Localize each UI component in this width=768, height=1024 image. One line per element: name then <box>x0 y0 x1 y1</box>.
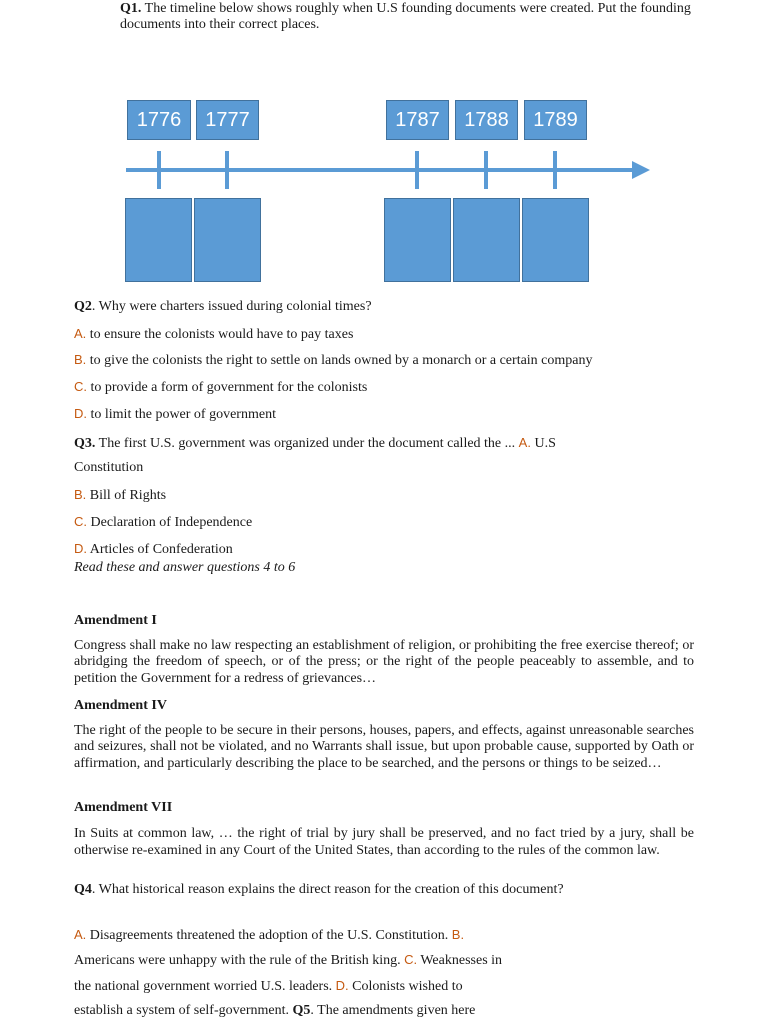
option-text: Disagreements threatened the adoption of the U.S. Constitution. <box>89 928 449 943</box>
amendment-text: The right of the people to be secure in their persons, houses, papers, and effects, against unreasonable searches and seizures, shall not be violated, and no Warrants shall issue, but upon probable cause, supported by Oath or affirmation, and particularly describing the place to be searched, and the persons or things to be seized… <box>74 723 694 771</box>
timeline-year-box: 1787 <box>386 100 449 140</box>
question-2-option[interactable] <box>74 326 353 343</box>
option-text: establish a system of self-government. <box>74 1003 290 1018</box>
option-letter: C. <box>404 952 418 967</box>
option-letter: A. <box>518 435 531 450</box>
amendment-title: Amendment VII <box>74 800 173 815</box>
question-3-option[interactable] <box>74 487 166 504</box>
option-letter: B. <box>74 487 87 502</box>
question-3-option[interactable] <box>74 541 233 558</box>
question-2-option[interactable] <box>74 352 593 369</box>
option-letter: D. <box>335 978 349 993</box>
timeline-answer-slot[interactable] <box>453 198 520 282</box>
question-5-number: Q5 <box>292 1003 311 1018</box>
question-3-option[interactable] <box>74 514 252 531</box>
option-text: Declaration of Independence <box>90 515 253 530</box>
option-letter: A. <box>74 326 87 341</box>
question-3-number: Q3. <box>74 436 96 451</box>
option-letter: D. <box>74 541 87 556</box>
option-text: Americans were unhappy with the rule of the British king. <box>74 953 401 968</box>
question-2-option[interactable] <box>74 406 276 423</box>
question-4-options-line[interactable] <box>74 952 502 969</box>
amendment-title: Amendment IV <box>74 698 167 713</box>
timeline-year-box: 1776 <box>127 100 191 140</box>
option-text: Bill of Rights <box>89 488 167 503</box>
option-letter: C. <box>74 514 87 529</box>
option-text: Colonists wished to <box>352 979 463 994</box>
option-text[interactable]: U.S <box>534 436 556 451</box>
question-5-text: . The amendments given here <box>310 1003 476 1018</box>
option-text: to ensure the colonists would have to pay taxes <box>89 327 354 342</box>
question-3 <box>74 435 556 452</box>
option-letter: B. <box>74 352 87 367</box>
question-4-options-line[interactable] <box>74 927 464 944</box>
question-4-number: Q4 <box>74 882 92 897</box>
question-2-text: . Why were charters issued during colonial times? <box>91 299 372 314</box>
amendment-text: Congress shall make no law respecting an establishment of religion, or prohibiting the free exercise thereof; or abridging the freedom of speech, or of the press; or the right of the people peaceably to assemble, and to petition the Government for a redress of grievances… <box>74 638 694 686</box>
option-letter: B. <box>451 927 465 942</box>
timeline-year-box: 1777 <box>196 100 259 140</box>
option-text: the national government worried U.S. leaders. <box>74 979 333 994</box>
question-4-text: . What historical reason explains the direct reason for the creation of this document? <box>91 882 564 897</box>
option-letter: C. <box>74 379 87 394</box>
question-2-option[interactable] <box>74 379 367 396</box>
option-text: to limit the power of government <box>90 407 276 422</box>
question-4-options-line[interactable] <box>74 1003 475 1019</box>
amendment-title: Amendment I <box>74 613 157 628</box>
option-text: Weaknesses in <box>420 953 503 968</box>
option-text: to give the colonists the right to settle on lands owned by a monarch or a certain company <box>89 353 593 368</box>
timeline-answer-slot[interactable] <box>194 198 261 282</box>
option-letter: D. <box>74 406 87 421</box>
timeline-year-box: 1788 <box>455 100 518 140</box>
option-text: Constitution <box>74 460 144 475</box>
option-text: Articles of Confederation <box>89 542 233 557</box>
question-1-number: Q1. <box>120 1 142 16</box>
question-2-number: Q2 <box>74 299 92 314</box>
timeline-answer-slot[interactable] <box>384 198 451 282</box>
question-3-text: The first U.S. government was organized under the document called the ... <box>98 436 516 451</box>
amendment-text: In Suits at common law, … the right of trial by jury shall be preserved, and no fact tried by a jury, shall be otherwise re-examined in any Court of the United States, than according to the rules of the common law. <box>74 826 694 858</box>
question-1-text: The timeline below shows roughly when U.S founding documents were created. Put the founding documents into their correct places. <box>120 1 691 32</box>
question-4-options-line[interactable] <box>74 978 463 995</box>
timeline-answer-slot[interactable] <box>522 198 589 282</box>
read-instruction: Read these and answer questions 4 to 6 <box>74 560 296 575</box>
timeline-answer-slot[interactable] <box>125 198 192 282</box>
timeline-year-box: 1789 <box>524 100 587 140</box>
option-text: to provide a form of government for the colonists <box>90 380 368 395</box>
question-2 <box>74 299 372 315</box>
option-letter: A. <box>74 927 87 942</box>
question-4 <box>74 882 574 898</box>
question-3-option-a-continued[interactable] <box>74 460 143 476</box>
